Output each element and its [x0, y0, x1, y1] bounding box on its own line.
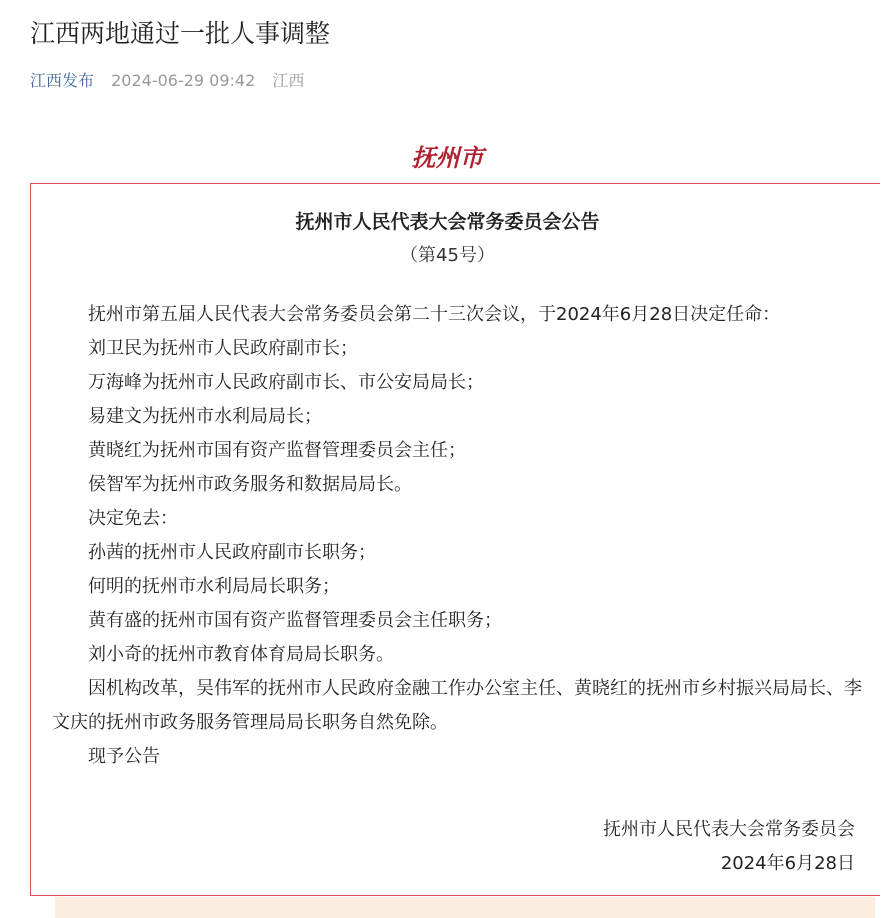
notice-paragraph: 何明的抚州市水利局局长职务；	[88, 576, 340, 597]
notice-paragraph: 黄有盛的抚州市国有资产监督管理委员会主任职务；	[88, 610, 502, 631]
notice-paragraph: 万海峰为抚州市人民政府副市长、市公安局局长；	[88, 372, 484, 393]
notice-paragraph: 因机构改革，吴伟军的抚州市人民政府金融工作办公室主任、黄晓红的抚州市乡村振兴局局长、李文庆的抚州市政务服务管理局局长职务自然免除。	[52, 678, 862, 733]
publish-location: 江西	[272, 71, 305, 90]
notice-paragraph: 易建文为抚州市水利局局长；	[88, 406, 322, 427]
notice-paragraph: 黄晓红为抚州市国有资产监督管理委员会主任；	[88, 440, 466, 461]
signature-date: 2024年6月28日	[720, 853, 855, 874]
notice-paragraph: 抚州市第五届人民代表大会常务委员会第二十三次会议，于2024年6月28日决定任命：	[88, 304, 781, 325]
article-title: 江西两地通过一批人事调整	[30, 19, 331, 48]
notice-paragraph: 孙茜的抚州市人民政府副市长职务；	[88, 542, 376, 563]
city-heading: 抚州市	[411, 144, 484, 172]
signature-org: 抚州市人民代表大会常务委员会	[603, 819, 855, 840]
notice-signature	[603, 813, 855, 881]
notice-number: （第45号）	[400, 245, 495, 266]
notice-body	[52, 298, 867, 774]
publish-time: 2024-06-29 09:42	[111, 71, 256, 90]
notice-title: 抚州市人民代表大会常务委员会公告	[295, 211, 600, 233]
notice-paragraph: 现予公告	[88, 746, 160, 767]
notice-paragraph: 刘小奇的抚州市教育体育局局长职务。	[88, 644, 394, 665]
source-link[interactable]: 江西发布	[30, 71, 95, 90]
bottom-strip	[55, 897, 875, 918]
article-meta	[30, 68, 304, 91]
notice-paragraph: 刘卫民为抚州市人民政府副市长；	[88, 338, 358, 359]
notice-paragraph: 侯智军为抚州市政务服务和数据局局长。	[88, 474, 412, 495]
notice-paragraph: 决定免去：	[88, 508, 178, 529]
